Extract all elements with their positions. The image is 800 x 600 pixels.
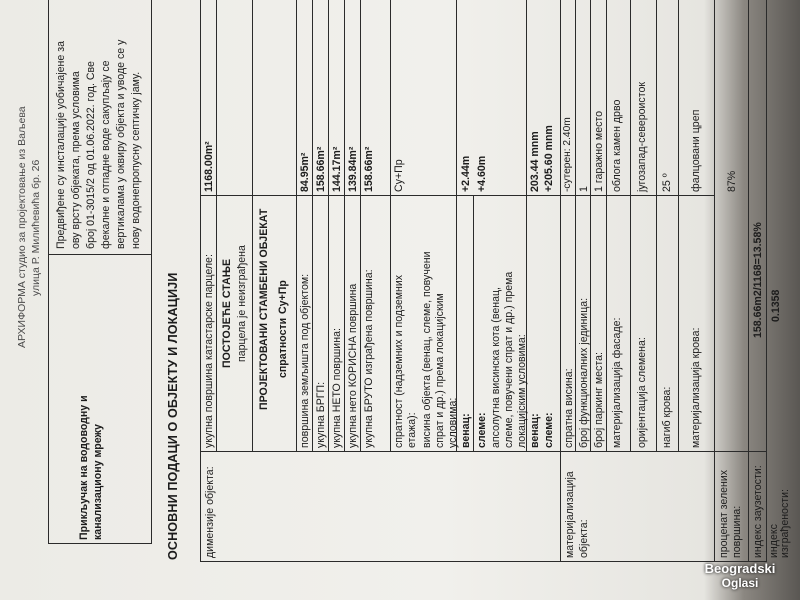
abs-sleme-label: слеме: bbox=[543, 412, 555, 448]
ridge-value: југозапад-североисток bbox=[636, 82, 648, 192]
brgp-label: укупна БРГП: bbox=[315, 381, 327, 448]
watermark-line-2: Oglasi bbox=[721, 576, 759, 590]
connection-label: Прикључак на водоводну и bbox=[78, 395, 90, 540]
studio-name: АРХИФОРМА студио за пројектовање из Ваљева bbox=[16, 106, 28, 348]
slope-label: нагиб крова: bbox=[661, 386, 673, 448]
built-index-value: 0.1358 bbox=[770, 289, 782, 322]
roof-value: фалцовани цреп bbox=[690, 109, 702, 192]
net-area-label: укупна НЕТО површина: bbox=[331, 328, 343, 448]
dimensions-label: димензије објекта: bbox=[204, 466, 216, 558]
storeys-label: спратност (надземних и подземних bbox=[393, 274, 405, 448]
occupancy-label: индекс заузетости: bbox=[752, 465, 764, 558]
slope-value: 25 º bbox=[661, 173, 673, 192]
brgp-value: 158.66m² bbox=[315, 146, 327, 192]
studio-address: улица Р. Милићевића бр. 26 bbox=[30, 159, 42, 296]
footprint-label: површина земљишта под објектом: bbox=[299, 273, 311, 448]
green-area-value: 87% bbox=[726, 170, 738, 192]
storeys-value: Су+Пр bbox=[393, 159, 405, 192]
existing-state-subtitle: парцела је неизграђена bbox=[236, 245, 248, 362]
document-page: АРХИФОРМА студио за пројектовање из Ваљева улица Р. Милићевића бр. 26 Прикључак на водоводну и канализациону мрежу Предвиђене су инсталације уобичајене за ову врсту објеката, према условима број 01-3015/2 од 01.06.2022. год. Све фекалне и отпадне воде сакупљају се вертикалама у оквиру објекта и уводе се у нову водонепропусну септичку јаму. ОСНОВНИ ПОДАЦИ О ОБЈЕКТУ И ЛОКАЦИЈИ димензије објекта: материјализација објекта: укупна површина катастарске парцеле: 1168.00m² ПОСТОЈЕЋЕ СТАЊЕ парцела је неизграђена ПРОЈЕКТОВАНИ СТАМБЕНИ ОБЈЕКАТ спратности Су+Пр површина земљишта под објектом: 84.95m² укупна БРГП: 158.66m² укупна НЕТО површина: 144.17m² укупна нето КОРИСНА површина 139.84m² укупна БРУТО изграђена површина: 158.66m² спратност (надземних и подземних етажа): Су+Пр висина објекта (венац, слеме, повучени спрат и др.) према локацијским условима: венац: +2.44m слеме: +4.60m апсолутна висинска кота (венац, слеме, повучени спрат и др.) према локацијским условима: венац: 203.44 mnm слеме: +205.60 mnm спратна висина: -сутерен: 2.40m број функционалних јединица: 1 број паркинг места: 1 гаражно место материјализација фасаде: облога камен дрво оријентација слемена: југозапад-североисток нагиб крова: 25 º материјализација крова: фалцовани цреп проценат зелених површина: 87% индекс заузетости: 158.66m2/1168=13.58% индекс изграђености: 0.1358 bbox=[0, 0, 800, 600]
ridge-label: оријентација слемена: bbox=[636, 337, 648, 448]
sleme-value: +4.60m bbox=[476, 155, 488, 192]
height-label: висина објекта (венац, слеме, повучени bbox=[421, 251, 433, 448]
abs-venac-value: 203.44 mnm bbox=[529, 131, 541, 192]
gross-area-value: 158.66m² bbox=[363, 146, 375, 192]
roof-label: материјализација крова: bbox=[690, 327, 702, 448]
venac-value: +2.44m bbox=[460, 155, 472, 192]
abs-venac-label: венац: bbox=[529, 413, 541, 448]
parking-value: 1 гаражно место bbox=[593, 110, 605, 192]
parking-label: број паркинг места: bbox=[593, 352, 605, 448]
parcel-area-label: укупна површина катастарске парцеле: bbox=[203, 254, 215, 448]
existing-state-title: ПОСТОЈЕЋЕ СТАЊЕ bbox=[221, 258, 233, 368]
projected-floors-label: спратности bbox=[277, 317, 289, 378]
gross-area-label: укупна БРУТО изграђена површина: bbox=[363, 269, 375, 448]
facade-label: материјализација фасаде: bbox=[611, 317, 623, 448]
units-value: 1 bbox=[578, 186, 590, 192]
abs-sleme-value: +205.60 mnm bbox=[543, 125, 555, 192]
built-index-label: индекс bbox=[768, 524, 780, 558]
net-usable-value: 139.84m² bbox=[347, 146, 359, 192]
units-label: број функционалних јединица: bbox=[578, 297, 590, 448]
sleme-label: слеме: bbox=[476, 412, 488, 448]
footprint-value: 84.95m² bbox=[299, 152, 311, 192]
connection-text: Предвиђене су инсталације уобичајене за bbox=[55, 41, 67, 249]
venac-label: венац: bbox=[460, 413, 472, 448]
abs-height-label: апсолутна висинска кота (венац, bbox=[490, 287, 502, 448]
facade-value: облога камен дрво bbox=[611, 99, 623, 192]
watermark-logo bbox=[690, 520, 790, 590]
floor-height-label: спратна висина: bbox=[563, 368, 575, 448]
floor-height-value: -сутерен: 2.40m bbox=[562, 117, 573, 192]
occupancy-value: 158.66m2/1168=13.58% bbox=[752, 222, 764, 338]
net-area-value: 144.17m² bbox=[331, 146, 343, 192]
net-usable-label: укупна нето КОРИСНА површина bbox=[347, 283, 359, 448]
watermark-line-1: Beogradski bbox=[704, 561, 776, 576]
projected-title: ПРОЈЕКТОВАНИ СТАМБЕНИ ОБЈЕКАТ bbox=[258, 208, 270, 410]
materialization-label: материјализација bbox=[564, 471, 576, 558]
projected-floors-value: Су+Пр bbox=[277, 280, 289, 314]
green-area-label: проценат зелених bbox=[718, 469, 730, 558]
section-title: ОСНОВНИ ПОДАЦИ О ОБЈЕКТУ И ЛОКАЦИЈИ bbox=[166, 272, 180, 560]
parcel-area-value: 1168.00m² bbox=[203, 141, 215, 192]
